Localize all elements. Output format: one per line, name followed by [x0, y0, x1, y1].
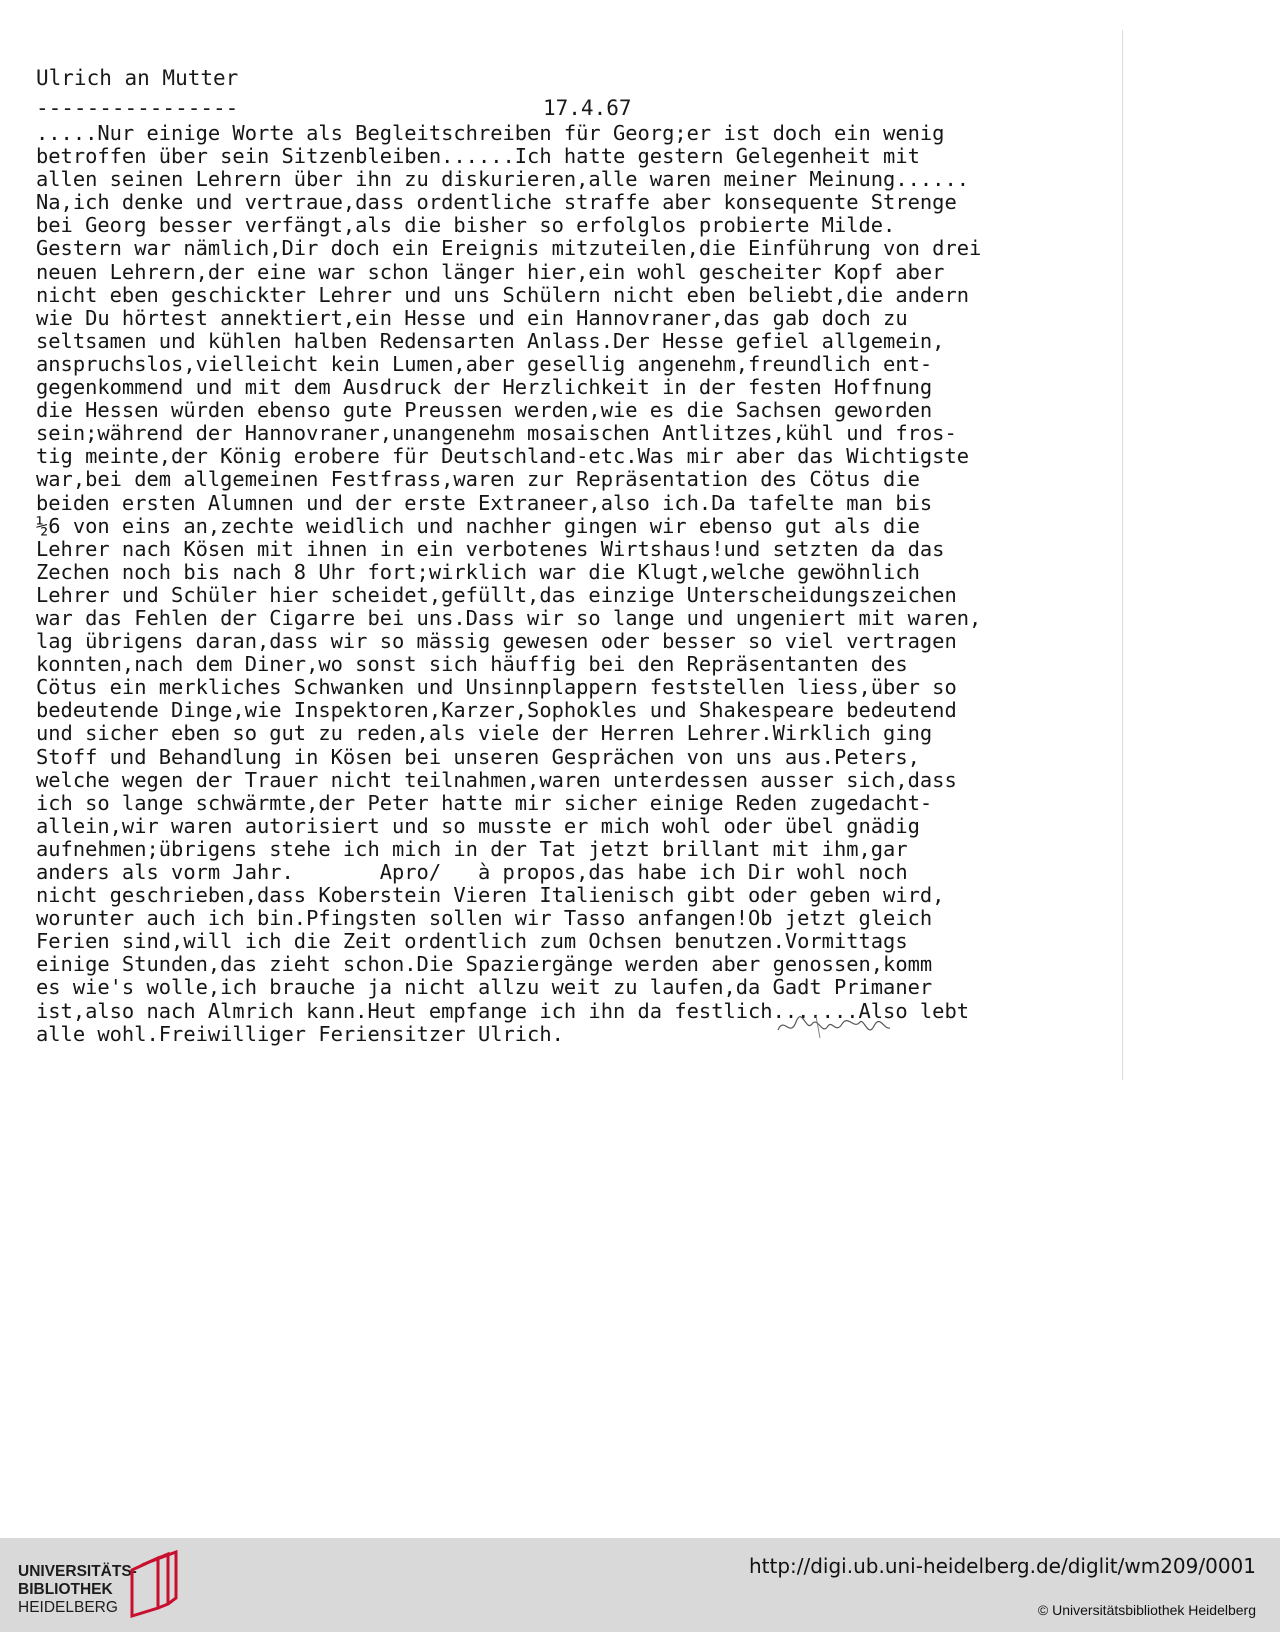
text-line: welche wegen der Trauer nicht teilnahmen,waren unterdessen ausser sich,dass: [36, 767, 957, 792]
permalink-url[interactable]: http://digi.ub.uni-heidelberg.de/diglit/wm209/0001: [748, 1554, 1256, 1578]
text-line: nicht geschrieben,dass Koberstein Vieren Italienisch gibt oder geben wird,: [36, 883, 945, 908]
text-line: Gestern war nämlich,Dir doch ein Ereignis mitzuteilen,die Einführung von drei: [36, 236, 982, 261]
text-line: beiden ersten Alumnen und der erste Extraneer,also ich.Da tafelte man bis: [36, 490, 933, 515]
text-line: konnten,nach dem Diner,wo sonst sich häuffig bei den Repräsentanten des: [36, 652, 908, 677]
text-line: die Hessen würden ebenso gute Preussen werden,wie es die Sachsen geworden: [36, 398, 933, 423]
text-line: bei Georg besser verfängt,als die bisher so erfolglos probierte Milde.: [36, 213, 896, 238]
text-line: sein;während der Hannovraner,unangenehm mosaischen Antlitzes,kühl und fros-: [36, 421, 957, 446]
text-line: Na,ich denke und vertraue,dass ordentliche straffe aber konsequente Strenge: [36, 190, 957, 215]
handwritten-signature: [776, 1008, 894, 1046]
text-line: war das Fehlen der Cigarre bei uns.Dass wir so lange und ungeniert mit waren,: [36, 605, 982, 630]
copyright-notice: © Universitätsbibliothek Heidelberg: [1037, 1602, 1256, 1618]
logo-line: HEIDELBERG: [18, 1599, 118, 1616]
text-line: alle wohl.Freiwilliger Feriensitzer Ulrich.: [36, 1021, 564, 1046]
text-line: Cötus ein merkliches Schwanken und Unsinnplappern feststellen liess,über so: [36, 675, 957, 700]
text-line: Zechen noch bis nach 8 Uhr fort;wirklich war die Klugt,welche gewöhnlich: [36, 559, 920, 584]
library-logo-icon: [128, 1550, 180, 1620]
text-line: ½6 von eins an,zechte weidlich und nachher gingen wir ebenso gut als die: [36, 513, 920, 538]
text-line: es wie's wolle,ich brauche ja nicht allzu weit zu laufen,da Gadt Primaner: [36, 975, 933, 1000]
letter-date: 17.4.67: [543, 96, 632, 120]
text-line: lag übrigens daran,dass wir so mässig gewesen oder besser so viel vertragen: [36, 629, 957, 654]
letter-body: [36, 122, 1126, 1046]
library-footer: [0, 1538, 1280, 1632]
text-line: nicht eben geschickter Lehrer und uns Schülern nicht eben beliebt,die andern: [36, 282, 969, 307]
text-line: neuen Lehrern,der eine war schon länger hier,ein wohl gescheiter Kopf aber: [36, 259, 945, 284]
text-line: allein,wir waren autorisiert und so musste er mich wohl oder übel gnädig: [36, 813, 920, 838]
text-line: Stoff und Behandlung in Kösen bei unseren Gesprächen von uns aus.Peters,: [36, 744, 920, 769]
text-line: .....Nur einige Worte als Begleitschreiben für Georg;er ist doch ein wenig: [36, 121, 945, 145]
text-line: gegenkommend und mit dem Ausdruck der Herzlichkeit in der festen Hoffnung: [36, 375, 933, 400]
logo-line: UNIVERSITÄTS-: [18, 1563, 137, 1580]
text-line: Lehrer nach Kösen mit ihnen in ein verbotenes Wirtshaus!und setzten da das: [36, 536, 945, 561]
logo-line: BIBLIOTHEK: [18, 1581, 113, 1598]
heading-underline: ----------------: [36, 96, 239, 120]
library-logo-text: [18, 1563, 137, 1617]
text-line: anspruchslos,vielleicht kein Lumen,aber gesellig angenehm,freundlich ent-: [36, 351, 933, 376]
text-line: Lehrer und Schüler hier scheidet,gefüllt,das einzige Unterscheidungszeichen: [36, 582, 957, 607]
text-line: tig meinte,der König erobere für Deutschland-etc.Was mir aber das Wichtigste: [36, 444, 969, 469]
text-line: seltsamen und kühlen halben Redensarten Anlass.Der Hesse gefiel allgemein,: [36, 328, 945, 353]
text-line: einige Stunden,das zieht schon.Die Spaziergänge werden aber genossen,komm: [36, 952, 933, 977]
text-line: bedeutende Dinge,wie Inspektoren,Karzer,Sophokles und Shakespeare bedeutend: [36, 698, 957, 723]
text-line: ist,also nach Almrich kann.Heut empfange ich ihn da festlich.......Also lebt: [36, 998, 969, 1023]
text-line: Ferien sind,will ich die Zeit ordentlich zum Ochsen benutzen.Vormittags: [36, 929, 908, 954]
text-line: betroffen über sein Sitzenbleiben......Ich hatte gestern Gelegenheit mit: [36, 144, 920, 169]
text-line: allen seinen Lehrern über ihn zu diskurieren,alle waren meiner Meinung......: [36, 167, 969, 192]
text-line: wie Du hörtest annektiert,ein Hesse und ein Hannovraner,das gab doch zu: [36, 305, 908, 330]
text-line: und sicher eben so gut zu reden,als viele der Herren Lehrer.Wirklich ging: [36, 721, 933, 746]
text-line: aufnehmen;übrigens stehe ich mich in der Tat jetzt brillant mit ihm,gar: [36, 836, 908, 861]
text-line: worunter auch ich bin.Pfingsten sollen wir Tasso anfangen!Ob jetzt gleich: [36, 906, 933, 931]
text-line: anders als vorm Jahr. Apro/ à propos,das habe ich Dir wohl noch: [36, 860, 908, 884]
text-line: war,bei dem allgemeinen Festfrass,waren zur Repräsentation des Cötus die: [36, 467, 920, 492]
text-line: ich so lange schwärmte,der Peter hatte mir sicher einige Reden zugedacht-: [36, 790, 933, 815]
letter-heading: Ulrich an Mutter: [36, 66, 239, 90]
